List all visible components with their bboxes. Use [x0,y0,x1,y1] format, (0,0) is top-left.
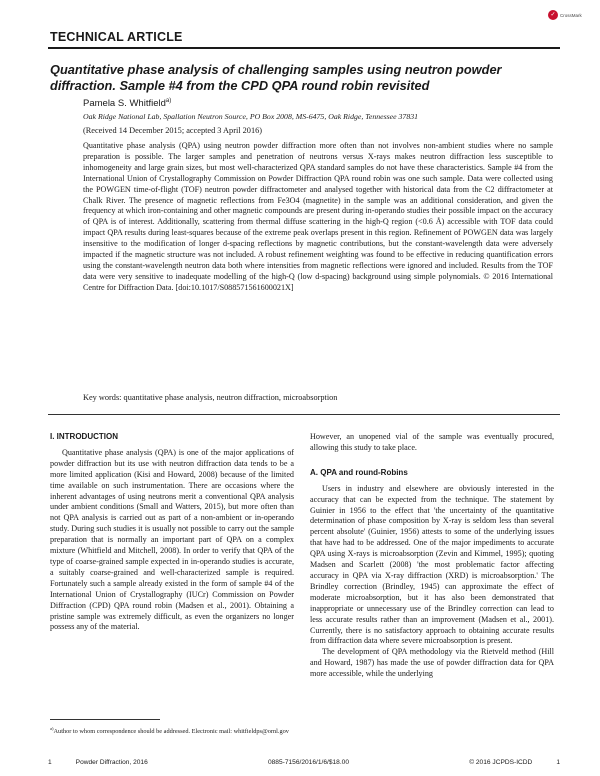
article-title: Quantitative phase analysis of challenging samples using neutron powder diffraction. Sample #4 from the CPD QPA round robin revisited [50,62,502,93]
received-dates: (Received 14 December 2015; accepted 3 April 2016) [83,126,263,135]
crossmark-icon: ✓ [548,10,558,20]
introduction-heading: I. INTRODUCTION [50,432,118,441]
author-footnote-marker[interactable]: a) [165,98,172,104]
qpa-round-robins-heading: A. QPA and round-Robins [310,467,408,477]
section-label: TECHNICAL ARTICLE [50,30,183,44]
right-column [310,432,554,680]
crossmark-badge[interactable] [548,9,594,21]
footer-copyright: © 2016 JCPDS-ICDD [469,759,533,766]
footnote-rule [50,719,160,720]
qpa-paragraph-2: The development of QPA methodology via the Rietveld method (Hill and Howard, 1987) has made the use of powder diffraction data for QPA more accessible, while the underlying [310,647,554,679]
crossmark-label: CrossMark [560,12,582,18]
abstract: Quantitative phase analysis (QPA) using neutron powder diffraction more often than not involves non-ambient studies where no sample preparation is possible. The larger samples and penetration of neutrons versus X-rays makes neutron diffraction less susceptible to inhomogeneity and large grain sizes, but most well-characterized QPA standard samples do not have these characteristics. Sample #4 from the International Union of Crystallography Commission on Powder Diffraction QPA round robin was one such sample. Data were collected using the POWGEN time-of-flight (TOF) neutron powder diffractometer and analysed together with historical data from the C2 diffractometer at Chalk River. The presence of magnetic reflections from Fe3O4 (magnetite) in the sample was an additional consideration, and given the frequency at which iron-containing and other magnetic compounds are present during in-operando studies their possible impact on the accuracy of QPA is of interest. Additionally, scattering from thermal diffuse scattering in the high-Q region (<0.6 Å) accessible with TOF data could impact QPA results during least-squares because of the extreme peak overlaps present in this region. Refinement of POWGEN data was largely insensitive to the modification of longer d-spacing reflections by magnetic contributions, but the constant-wavelength data were adversely impacted if the magnetic structure was not included. A robust refinement weighting was found to be effective in reducing quantification errors using the constant-wavelength neutron data both where intensities from magnetic reflections were ignored and included. Results from the TOF data were very sensitive to inadequate modelling of the high-Q (low d-spacing) background using simple polynomials. © 2016 International Centre for Diffraction Data. [doi:10.1017/S088571561600021X] [83,141,553,292]
abstract-rule [48,414,560,415]
author-name: Pamela S. Whitfield [83,98,166,110]
keywords: Key words: quantitative phase analysis, neutron diffraction, microabsorption [83,393,338,402]
header-rule [48,47,560,49]
footer-code: 0885-7156/2016/1/6/$18.00 [267,759,349,766]
author-line [83,98,171,109]
footer-page-number: 1 [48,759,52,766]
footer-page-number-right: 1 [556,759,560,766]
footnote-text[interactable]: Author to whom correspondence should be addressed. Electronic mail: whitfieldps@ornl.gov [53,728,289,736]
left-column [50,432,294,633]
introduction-paragraph: Quantitative phase analysis (QPA) is one of the major applications of powder diffraction but its use with neutron diffraction data tends to be a more limited application (Kisi and Howard, 2008) because of the limited time available on such instrumentation. There are occasions where the inherent advantages of using neutrons merit a conventional QPA analysis under ambient conditions (Small and Watters, 2015), but more often than not QPA analysis is carried out as part of a non-ambient or in-operando study. During such studies it is usually not possible to carry out the sample preparation that is normally an important part of QPA on a complex mixture (Whitfield and Mitchell, 2008). In order to verify that QPA of the type of coarse-grained sample expected in in-operando studies is accurate, a suitably coarse-grained and well-characterized sample is required. Fortunately such a sample already existed in the form of sample #4 of the International Union of Crystallography (IUCr) Commission on Powder Diffraction (CPD) QPA round robin (Madsen et al., 2001). Obtaining a pristine sample was extremely difficult, as even the organizers no longer possess any of the material. [50,447,294,632]
footer-journal: Powder Diffraction, 2016 [75,759,148,766]
introduction-continuation: However, an unopened vial of the sample was eventually procured, allowing this study to take place. [310,432,554,452]
footnote-marker: a) [50,726,54,731]
footnote [50,725,294,737]
qpa-paragraph-1: Users in industry and elsewhere are obviously interested in the accuracy that can be expected from the technique. The statement by Guinier in 1956 to the effect that 'the uncertainty of the quantitative determination of phase composition by X-ray is seldom less than several percent absolute' (Guinier, 1956) attests to some of the underlying issues that have had to be addressed. One of the major impediments to accurate QPA using X-rays is microabsorption (Zevin and Kimmel, 1995); quoting Madsen and Scarlett (2008) 'the most problematic factor affecting accuracy in QPA via X-ray diffraction (XRD) is microabsorption.' The Brindley correction (Brindley, 1945) can approximate the effect of moderate microabsorption, but it has also been demonstrated that inappropriate or unnecessary use of the Brindley correction can lead to less accurate results rather than an improvement (Madsen et al., 2001). Currently, there is no satisfactory approach to obtaining accurate results from diffraction data where severe microabsorption is present. [310,483,554,646]
page-footer [48,759,560,766]
affiliation: Oak Ridge National Lab, Spallation Neutron Source, PO Box 2008, MS-6475, Oak Ridge, Tennessee 37831 [83,112,419,121]
